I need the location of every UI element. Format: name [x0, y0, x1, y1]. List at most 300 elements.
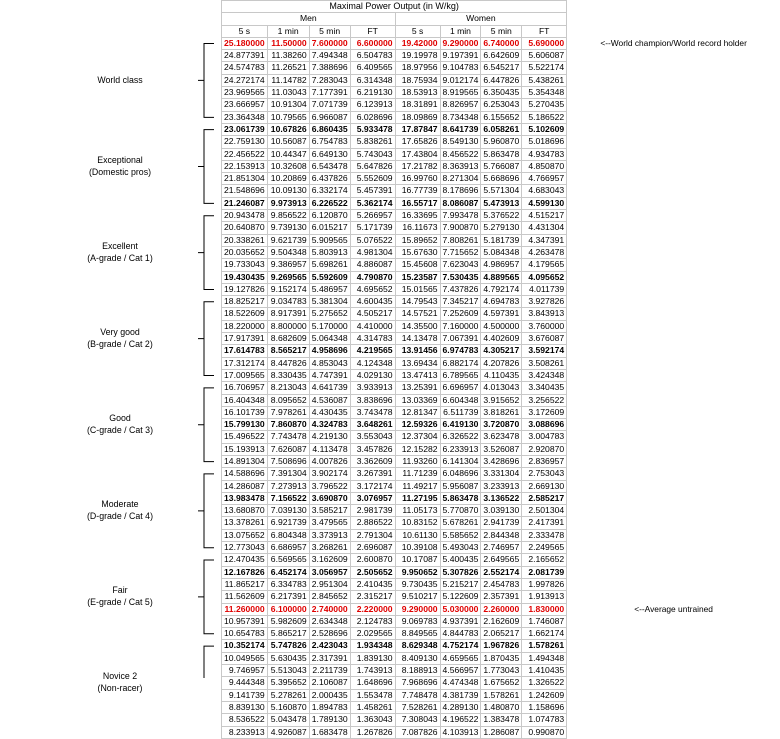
value-cell: 4.886087	[350, 259, 395, 271]
value-cell: 20.035652	[222, 246, 268, 258]
value-cell: 9.510217	[395, 591, 440, 603]
value-cell: 4.011739	[522, 283, 567, 295]
value-cell: 6.686957	[267, 542, 309, 554]
value-cell: 4.505217	[350, 308, 395, 320]
value-cell: 5.960870	[481, 136, 522, 148]
value-cell: 9.739130	[267, 222, 309, 234]
value-cell: 4.007826	[309, 455, 350, 467]
value-cell: 5.030000	[440, 603, 481, 615]
value-cell: 18.31891	[395, 99, 440, 111]
value-cell: 18.09869	[395, 111, 440, 123]
value-cell: 5.690000	[522, 37, 567, 49]
value-cell: 12.15282	[395, 443, 440, 455]
value-cell: 6.452174	[267, 566, 309, 578]
column-header: 1 min	[267, 25, 309, 37]
value-cell: 1.242609	[522, 689, 567, 701]
value-cell: 23.969565	[222, 87, 268, 99]
value-cell: 6.966087	[309, 111, 350, 123]
value-cell: 4.013043	[481, 382, 522, 394]
value-cell: 10.67826	[267, 123, 309, 135]
value-cell: 8.330435	[267, 369, 309, 381]
value-cell: 4.766957	[522, 173, 567, 185]
value-cell: 5.909565	[309, 234, 350, 246]
group-header-men: Men	[222, 13, 396, 25]
value-cell: 7.177391	[309, 87, 350, 99]
value-cell: 2.220000	[350, 603, 395, 615]
value-cell: 4.381739	[440, 689, 481, 701]
value-cell: 6.226522	[309, 197, 350, 209]
category-name: Moderate	[101, 499, 139, 510]
row-annotation: <--Average untrained	[634, 603, 713, 614]
value-cell: 15.01565	[395, 283, 440, 295]
value-cell: 14.13478	[395, 333, 440, 345]
value-cell: 4.219130	[309, 431, 350, 443]
value-cell: 6.511739	[440, 406, 481, 418]
value-cell: 4.324783	[309, 419, 350, 431]
value-cell: 2.836957	[522, 455, 567, 467]
value-cell: 1.578261	[481, 689, 522, 701]
value-cell: 1.913913	[522, 591, 567, 603]
value-cell: 12.773043	[222, 542, 268, 554]
value-cell: 20.943478	[222, 210, 268, 222]
value-cell: 3.172609	[522, 406, 567, 418]
value-cell: 4.410000	[350, 320, 395, 332]
value-cell: 7.530435	[440, 271, 481, 283]
value-cell: 3.676087	[522, 333, 567, 345]
value-cell: 18.75934	[395, 74, 440, 86]
value-cell: 9.746957	[222, 665, 268, 677]
value-cell: 15.23587	[395, 271, 440, 283]
value-cell: 3.585217	[309, 505, 350, 517]
value-cell: 17.65826	[395, 136, 440, 148]
value-cell: 5.747826	[267, 640, 309, 652]
value-cell: 10.654783	[222, 628, 268, 640]
value-cell: 1.746087	[522, 615, 567, 627]
value-cell: 4.937391	[440, 615, 481, 627]
value-cell: 3.623478	[481, 431, 522, 443]
value-cell: 3.268261	[309, 542, 350, 554]
value-cell: 7.743478	[267, 431, 309, 443]
value-cell: 15.193913	[222, 443, 268, 455]
value-cell: 2.981739	[350, 505, 395, 517]
value-cell: 4.431304	[522, 222, 567, 234]
value-cell: 6.437826	[309, 173, 350, 185]
value-cell: 6.217391	[267, 591, 309, 603]
value-cell: 7.528261	[395, 701, 440, 713]
value-cell: 9.504348	[267, 246, 309, 258]
value-cell: 1.967826	[481, 640, 522, 652]
value-cell: 5.766087	[481, 160, 522, 172]
value-cell: 2.162609	[481, 615, 522, 627]
value-cell: 13.47413	[395, 369, 440, 381]
value-cell: 3.256522	[522, 394, 567, 406]
value-cell: 9.444348	[222, 677, 268, 689]
value-cell: 10.17087	[395, 554, 440, 566]
value-cell: 6.409565	[350, 62, 395, 74]
value-cell: 3.479565	[309, 517, 350, 529]
value-cell: 6.219130	[350, 87, 395, 99]
value-cell: 22.456522	[222, 148, 268, 160]
value-cell: 9.290000	[395, 603, 440, 615]
value-cell: 3.720870	[481, 419, 522, 431]
value-cell: 3.508261	[522, 357, 567, 369]
value-cell: 4.599130	[522, 197, 567, 209]
value-cell: 5.522174	[522, 62, 567, 74]
value-cell: 2.124783	[350, 615, 395, 627]
value-cell: 11.38260	[267, 50, 309, 62]
value-cell: 2.634348	[309, 615, 350, 627]
value-cell: 22.153913	[222, 160, 268, 172]
value-cell: 6.058261	[481, 123, 522, 135]
value-cell: 15.89652	[395, 234, 440, 246]
value-cell: 2.065217	[481, 628, 522, 640]
value-cell: 3.648261	[350, 419, 395, 431]
value-cell: 1.743913	[350, 665, 395, 677]
value-cell: 5.743043	[350, 148, 395, 160]
value-cell: 7.283043	[309, 74, 350, 86]
column-header: 5 s	[222, 25, 268, 37]
value-cell: 7.252609	[440, 308, 481, 320]
value-cell: 4.641739	[309, 382, 350, 394]
value-cell: 3.233913	[481, 480, 522, 492]
value-cell: 4.926087	[267, 726, 309, 738]
value-cell: 5.438261	[522, 74, 567, 86]
value-cell: 5.215217	[440, 578, 481, 590]
value-cell: 19.733043	[222, 259, 268, 271]
value-cell: 8.800000	[267, 320, 309, 332]
value-cell: 2.585217	[522, 492, 567, 504]
value-cell: 1.675652	[481, 677, 522, 689]
value-cell: 3.056957	[309, 566, 350, 578]
value-cell: 3.373913	[309, 529, 350, 541]
value-cell: 5.064348	[309, 333, 350, 345]
value-cell: 2.260000	[481, 603, 522, 615]
value-cell: 11.05173	[395, 505, 440, 517]
value-cell: 8.178696	[440, 185, 481, 197]
value-cell: 5.486957	[309, 283, 350, 295]
category-subtitle: (Domestic pros)	[88, 166, 152, 177]
value-cell: 3.927826	[522, 296, 567, 308]
value-cell: 1.326522	[522, 677, 567, 689]
value-cell: 5.395652	[267, 677, 309, 689]
value-cell: 1.494348	[522, 652, 567, 664]
value-cell: 5.863478	[440, 492, 481, 504]
value-cell: 7.978261	[267, 406, 309, 418]
value-cell: 10.09130	[267, 185, 309, 197]
value-cell: 20.338261	[222, 234, 268, 246]
value-cell: 3.592174	[522, 345, 567, 357]
value-cell: 1.839130	[350, 652, 395, 664]
value-cell: 6.789565	[440, 369, 481, 381]
value-cell: 20.640870	[222, 222, 268, 234]
value-cell: 16.33695	[395, 210, 440, 222]
value-cell: 1.363043	[350, 714, 395, 726]
value-cell: 3.553043	[350, 431, 395, 443]
value-cell: 6.326522	[440, 431, 481, 443]
value-cell: 9.290000	[440, 37, 481, 49]
value-cell: 6.350435	[481, 87, 522, 99]
value-cell: 2.844348	[481, 529, 522, 541]
value-cell: 10.957391	[222, 615, 268, 627]
value-cell: 25.180000	[222, 37, 268, 49]
value-cell: 5.473913	[481, 197, 522, 209]
value-cell: 2.696087	[350, 542, 395, 554]
value-cell: 5.018696	[522, 136, 567, 148]
value-cell: 8.641739	[440, 123, 481, 135]
value-cell: 5.513043	[267, 665, 309, 677]
value-cell: 7.039130	[267, 505, 309, 517]
value-cell: 8.849565	[395, 628, 440, 640]
value-cell: 5.275652	[309, 308, 350, 320]
value-cell: 6.504783	[350, 50, 395, 62]
value-cell: 14.79543	[395, 296, 440, 308]
value-cell: 3.796522	[309, 480, 350, 492]
value-cell: 8.629348	[395, 640, 440, 652]
category-subtitle: (A-grade / Cat 1)	[87, 252, 153, 263]
value-cell: 7.345217	[440, 296, 481, 308]
value-cell: 10.91304	[267, 99, 309, 111]
category-subtitle: (E-grade / Cat 5)	[87, 596, 153, 607]
category-bracket	[198, 216, 214, 290]
value-cell: 6.974783	[440, 345, 481, 357]
value-cell: 3.136522	[481, 492, 522, 504]
value-cell: 7.748478	[395, 689, 440, 701]
value-cell: 19.430435	[222, 271, 268, 283]
value-cell: 6.604348	[440, 394, 481, 406]
value-cell: 2.333478	[522, 529, 567, 541]
value-cell: 8.271304	[440, 173, 481, 185]
value-cell: 17.21782	[395, 160, 440, 172]
value-cell: 7.623043	[440, 259, 481, 271]
value-cell: 9.386957	[267, 259, 309, 271]
category-name: Excellent	[102, 241, 138, 252]
value-cell: 2.740000	[309, 603, 350, 615]
value-cell: 5.186522	[522, 111, 567, 123]
value-cell: 1.410435	[522, 665, 567, 677]
value-cell: 4.683043	[522, 185, 567, 197]
value-cell: 6.921739	[267, 517, 309, 529]
value-cell: 1.773043	[481, 665, 522, 677]
value-cell: 8.086087	[440, 197, 481, 209]
value-cell: 5.354348	[522, 87, 567, 99]
category-bracket	[198, 44, 214, 118]
value-cell: 3.838696	[350, 394, 395, 406]
value-cell: 7.860870	[267, 419, 309, 431]
value-cell: 2.315217	[350, 591, 395, 603]
value-cell: 2.000435	[309, 689, 350, 701]
value-cell: 1.074783	[522, 714, 567, 726]
value-cell: 2.528696	[309, 628, 350, 640]
category-name: World class	[97, 74, 143, 85]
value-cell: 4.179565	[522, 259, 567, 271]
value-cell: 9.069783	[395, 615, 440, 627]
value-cell: 6.120870	[309, 210, 350, 222]
value-cell: 3.902174	[309, 468, 350, 480]
value-cell: 8.839130	[222, 701, 268, 713]
value-cell: 9.197391	[440, 50, 481, 62]
value-cell: 6.334783	[267, 578, 309, 590]
value-cell: 11.03043	[267, 87, 309, 99]
value-cell: 10.20869	[267, 173, 309, 185]
value-cell: 4.889565	[481, 271, 522, 283]
value-cell: 6.804348	[267, 529, 309, 541]
value-cell: 6.754783	[309, 136, 350, 148]
value-cell: 8.734348	[440, 111, 481, 123]
value-cell: 8.549130	[440, 136, 481, 148]
value-cell: 6.100000	[267, 603, 309, 615]
category-name: Fair	[112, 585, 128, 596]
value-cell: 16.404348	[222, 394, 268, 406]
value-cell: 4.986957	[481, 259, 522, 271]
value-cell: 7.900870	[440, 222, 481, 234]
value-cell: 17.43804	[395, 148, 440, 160]
value-cell: 5.585652	[440, 529, 481, 541]
value-cell: 3.340435	[522, 382, 567, 394]
value-cell: 5.307826	[440, 566, 481, 578]
value-cell: 18.53913	[395, 87, 440, 99]
value-cell: 5.076522	[350, 234, 395, 246]
value-cell: 5.678261	[440, 517, 481, 529]
category-name: Exceptional	[97, 155, 143, 165]
value-cell: 19.42000	[395, 37, 440, 49]
value-cell: 7.087826	[395, 726, 440, 738]
value-cell: 23.364348	[222, 111, 268, 123]
value-cell: 19.127826	[222, 283, 268, 295]
value-cell: 5.270435	[522, 99, 567, 111]
value-cell: 5.381304	[309, 296, 350, 308]
value-cell: 11.71239	[395, 468, 440, 480]
value-cell: 4.113478	[309, 443, 350, 455]
value-cell: 6.447826	[481, 74, 522, 86]
value-cell: 3.424348	[522, 369, 567, 381]
value-cell: 13.91456	[395, 345, 440, 357]
value-cell: 10.39108	[395, 542, 440, 554]
value-cell: 10.83152	[395, 517, 440, 529]
value-cell: 1.830000	[522, 603, 567, 615]
category-name: Novice 2	[102, 671, 138, 682]
value-cell: 1.383478	[481, 714, 522, 726]
value-cell: 19.19978	[395, 50, 440, 62]
row-annotation: <--World champion/World record holder	[600, 37, 747, 48]
value-cell: 4.600435	[350, 296, 395, 308]
value-cell: 5.279130	[481, 222, 522, 234]
value-cell: 3.331304	[481, 468, 522, 480]
value-cell: 9.141739	[222, 689, 268, 701]
value-cell: 5.160870	[267, 701, 309, 713]
value-cell: 12.37304	[395, 431, 440, 443]
value-cell: 10.352174	[222, 640, 268, 652]
value-cell: 13.680870	[222, 505, 268, 517]
value-cell: 4.958696	[309, 345, 350, 357]
value-cell: 9.104783	[440, 62, 481, 74]
value-cell: 5.863478	[481, 148, 522, 160]
category-subtitle: (B-grade / Cat 2)	[87, 338, 153, 349]
value-cell: 7.993478	[440, 210, 481, 222]
value-cell: 16.101739	[222, 406, 268, 418]
category-bracket	[198, 130, 214, 204]
value-cell: 10.79565	[267, 111, 309, 123]
value-cell: 5.170000	[309, 320, 350, 332]
value-cell: 11.865217	[222, 578, 268, 590]
value-cell: 9.012174	[440, 74, 481, 86]
value-cell: 1.997826	[522, 578, 567, 590]
value-cell: 3.457826	[350, 443, 395, 455]
value-cell: 7.600000	[309, 37, 350, 49]
value-cell: 2.501304	[522, 505, 567, 517]
value-cell: 7.437826	[440, 283, 481, 295]
category-subtitle: (Non-racer)	[97, 682, 143, 693]
value-cell: 1.870435	[481, 652, 522, 664]
category-name: Very good	[100, 327, 140, 338]
value-cell: 1.934348	[350, 640, 395, 652]
value-cell: 9.730435	[395, 578, 440, 590]
value-cell: 4.474348	[440, 677, 481, 689]
value-cell: 10.61130	[395, 529, 440, 541]
value-cell: 2.357391	[481, 591, 522, 603]
value-cell: 4.347391	[522, 234, 567, 246]
value-cell: 10.56087	[267, 136, 309, 148]
value-cell: 5.865217	[267, 628, 309, 640]
value-cell: 4.103913	[440, 726, 481, 738]
value-cell: 11.49217	[395, 480, 440, 492]
value-cell: 10.44347	[267, 148, 309, 160]
value-cell: 23.061739	[222, 123, 268, 135]
value-cell: 1.267826	[350, 726, 395, 738]
value-cell: 4.515217	[522, 210, 567, 222]
value-cell: 6.740000	[481, 37, 522, 49]
value-cell: 9.950652	[395, 566, 440, 578]
value-cell: 2.165652	[522, 554, 567, 566]
value-cell: 11.93260	[395, 455, 440, 467]
value-cell: 1.578261	[522, 640, 567, 652]
value-cell: 9.034783	[267, 296, 309, 308]
value-cell: 1.158696	[522, 701, 567, 713]
value-cell: 13.378261	[222, 517, 268, 529]
value-cell: 21.548696	[222, 185, 268, 197]
value-cell: 1.683478	[309, 726, 350, 738]
value-cell: 1.789130	[309, 714, 350, 726]
column-header: 1 min	[440, 25, 481, 37]
value-cell: 9.973913	[267, 197, 309, 209]
value-cell: 6.332174	[309, 185, 350, 197]
value-cell: 3.088696	[522, 419, 567, 431]
value-cell: 6.015217	[309, 222, 350, 234]
value-cell: 7.388696	[309, 62, 350, 74]
value-cell: 16.706957	[222, 382, 268, 394]
value-cell: 17.009565	[222, 369, 268, 381]
value-cell: 7.308043	[395, 714, 440, 726]
value-cell: 8.363913	[440, 160, 481, 172]
value-cell: 7.626087	[267, 443, 309, 455]
value-cell: 4.263478	[522, 246, 567, 258]
value-cell: 3.039130	[481, 505, 522, 517]
value-cell: 5.630435	[267, 652, 309, 664]
value-cell: 5.457391	[350, 185, 395, 197]
column-header: 5 min	[481, 25, 522, 37]
value-cell: 7.067391	[440, 333, 481, 345]
value-cell: 6.253043	[481, 99, 522, 111]
value-cell: 7.494348	[309, 50, 350, 62]
group-header-women: Women	[395, 13, 567, 25]
value-cell: 2.669130	[522, 480, 567, 492]
value-cell: 14.588696	[222, 468, 268, 480]
value-cell: 16.99760	[395, 173, 440, 185]
value-cell: 6.543478	[309, 160, 350, 172]
value-cell: 4.747391	[309, 369, 350, 381]
value-cell: 24.877391	[222, 50, 268, 62]
value-cell: 10.32608	[267, 160, 309, 172]
value-cell: 11.14782	[267, 74, 309, 86]
